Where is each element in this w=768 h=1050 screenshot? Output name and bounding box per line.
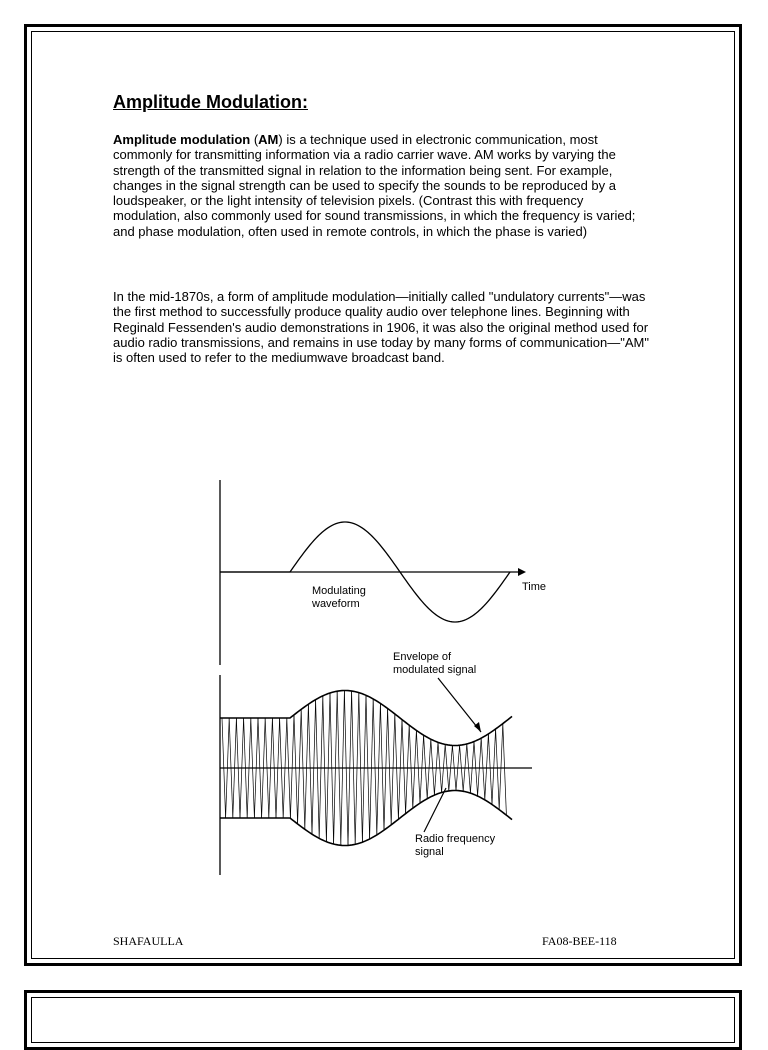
carrier-stroke <box>326 693 330 842</box>
carrier-stroke <box>312 700 316 835</box>
am-diagram <box>200 470 560 890</box>
carrier-stroke <box>420 735 424 803</box>
time-axis-arrow-icon <box>518 568 526 576</box>
carrier-stroke <box>481 738 485 800</box>
carrier-stroke <box>424 735 428 799</box>
carrier-stroke <box>416 730 420 803</box>
carrier-stroke <box>503 724 507 816</box>
carrier-stroke <box>366 695 370 839</box>
carrier-stroke <box>485 734 489 800</box>
carrier-stroke <box>431 739 435 795</box>
footer-id: FA08-BEE-118 <box>542 934 617 948</box>
carrier-stroke <box>294 715 298 824</box>
carrier-stroke <box>427 739 431 799</box>
paragraph-am-history: In the mid-1870s, a form of amplitude modulation—initially called "undulatory currents"—was the first method to successfully produce quality audio over telephone lines. Beginning with Reginald Fessenden's audio demonstrations in 1906, it was also the original method used for audio radio transmissions, and remains in use today by many forms of communication—"AM" is often used to refer to the mediumwave broadcast band. <box>113 289 649 366</box>
carrier-stroke <box>305 704 309 829</box>
modulating-label-line1: Modulating <box>312 585 366 597</box>
carrier-stroke <box>370 699 374 839</box>
envelope-pointer-arrow-icon <box>474 722 481 732</box>
carrier-stroke <box>316 700 320 839</box>
envelope-pointer-line <box>438 678 481 732</box>
term-am-abbr: AM <box>258 132 279 147</box>
next-page-border <box>24 990 742 1050</box>
carrier-stroke <box>434 742 438 795</box>
carrier-stroke <box>474 742 478 796</box>
carrier-stroke <box>373 699 377 835</box>
carrier-stroke <box>409 725 413 808</box>
carrier-stroke <box>499 724 503 810</box>
carrier-stroke <box>377 703 381 835</box>
definition-text: ) is a technique used in electronic communication, most commonly for transmitting information via a radio carrier wave. AM works by varying the strength of the transmitted signal in relation to the information being sent. For example, changes in the signal strength can be used to specify the sounds to be reproduced by a loudspeaker, or the light intensity of television pixels. (Contrast this with frequency modulation, also commonly used for sound transmissions, in which the frequency is varied; and phase modulation, often used in remote controls, in which the phase is varied) <box>113 132 636 239</box>
footer-author: SHAFAULLA <box>113 934 184 948</box>
carrier-stroke <box>384 708 388 830</box>
time-label: Time <box>522 581 547 593</box>
carrier-stroke <box>388 708 392 824</box>
carrier-stroke <box>395 714 399 819</box>
page-title: Amplitude Modulation: <box>113 92 308 112</box>
carrier-stroke <box>362 695 366 842</box>
carrier-stroke <box>398 720 402 820</box>
carrier-stroke <box>488 734 492 805</box>
envelope-label-line1: Envelope of <box>393 651 452 663</box>
carrier-stroke <box>496 729 500 810</box>
carrier-stroke <box>301 709 305 829</box>
rf-label-line2: signal <box>415 846 444 858</box>
envelope-label-line2: modulated signal <box>393 664 477 676</box>
carrier-stroke <box>470 742 474 794</box>
next-page-border-inner <box>31 997 735 1043</box>
term-amplitude-modulation: Amplitude modulation <box>113 132 251 147</box>
paren-open: ( <box>250 132 259 147</box>
carrier-stroke <box>413 730 417 808</box>
rf-label-line1: Radio frequency <box>415 833 496 845</box>
carrier-stroke <box>323 696 327 842</box>
carrier-stroke <box>380 703 384 830</box>
carrier-stroke <box>298 709 302 824</box>
carrier-stroke <box>391 714 395 825</box>
carrier-stroke <box>402 720 406 814</box>
am-diagram-svg <box>200 470 560 890</box>
carrier-stroke <box>308 704 312 834</box>
paragraph-am-definition <box>113 132 653 239</box>
carrier-stroke <box>290 715 294 818</box>
carrier-stroke <box>492 729 496 804</box>
modulating-label-line2: waveform <box>312 598 360 610</box>
carrier-stroke <box>406 725 410 813</box>
carrier-stroke <box>319 696 323 839</box>
carrier-stroke <box>478 738 482 796</box>
